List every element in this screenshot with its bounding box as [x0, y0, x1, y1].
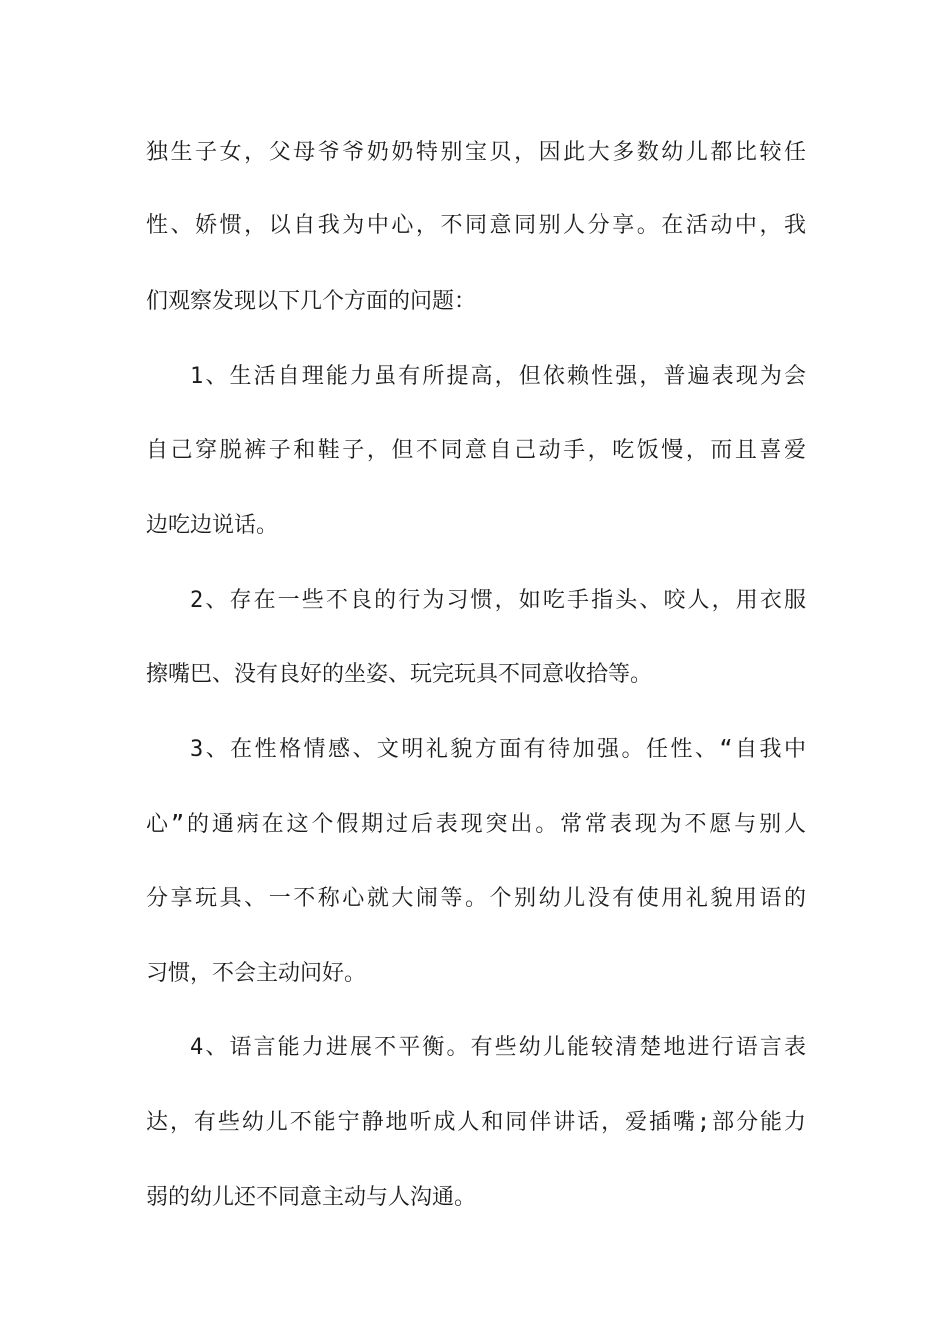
text-line: 独生子女，父母爷爷奶奶特别宝贝，因此大多数幼儿都比较任 — [146, 140, 806, 165]
text-line: 达，有些幼儿不能宁静地听成人和同伴讲话，爱插嘴;部分能力 — [146, 1110, 806, 1135]
text-line: 心”的通病在这个假期过后表现突出。常常表现为不愿与别人 — [146, 812, 806, 837]
text-line: 们观察发现以下几个方面的问题： — [146, 289, 477, 314]
text-line: 习惯，不会主动问好。 — [146, 961, 367, 986]
list-item-1-line: 1、生活自理能力虽有所提高，但依赖性强，普遍表现为会 — [190, 364, 806, 389]
text-line: 性、娇惯，以自我为中心，不同意同别人分享。在活动中，我 — [146, 213, 806, 238]
list-item-4-line: 4、语言能力进展不平衡。有些幼儿能较清楚地进行语言表 — [190, 1035, 806, 1060]
text-line: 弱的幼儿还不同意主动与人沟通。 — [146, 1185, 477, 1210]
text-line: 边吃边说话。 — [146, 513, 279, 538]
list-item-3-line: 3、在性格情感、文明礼貌方面有待加强。任性、“自我中 — [190, 737, 806, 762]
list-item-2-line: 2、存在一些不良的行为习惯，如吃手指头、咬人，用衣服 — [190, 588, 806, 613]
text-line: 自己穿脱裤子和鞋子，但不同意自己动手，吃饭慢，而且喜爱 — [146, 438, 806, 463]
text-line: 分享玩具、一不称心就大闹等。个别幼儿没有使用礼貌用语的 — [146, 886, 806, 911]
text-line: 擦嘴巴、没有良好的坐姿、玩完玩具不同意收拾等。 — [146, 662, 653, 687]
